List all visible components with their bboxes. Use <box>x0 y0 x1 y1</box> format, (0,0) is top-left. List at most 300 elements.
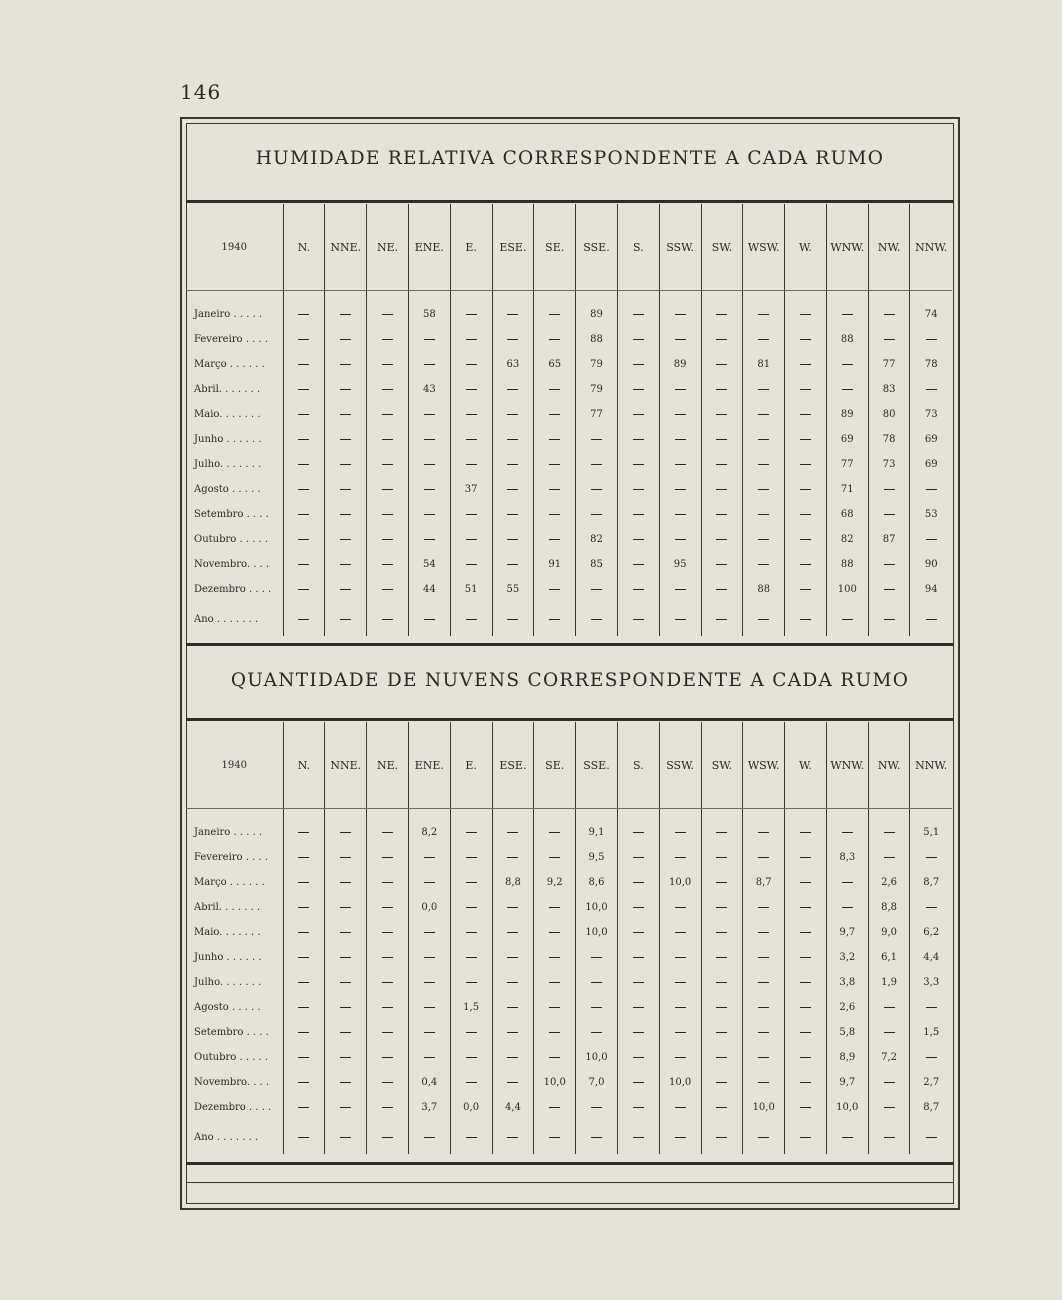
data-cell: 5,1 <box>910 820 952 845</box>
dash-mark <box>800 1107 811 1108</box>
dash-mark <box>800 619 811 620</box>
data-cell <box>325 1095 367 1120</box>
data-cell <box>659 970 701 995</box>
data-cell <box>910 1045 952 1070</box>
year-header: 1940 <box>186 204 283 291</box>
dash-mark <box>800 414 811 415</box>
data-cell <box>868 577 910 602</box>
month-label: Maio. . . . . . . <box>194 409 261 420</box>
dash-mark <box>633 589 644 590</box>
data-cell <box>659 1020 701 1045</box>
dash-mark <box>466 514 477 515</box>
data-cell <box>283 527 325 552</box>
data-cell <box>701 427 743 452</box>
data-cell <box>367 352 409 377</box>
data-cell <box>534 1120 576 1154</box>
data-cell <box>408 1020 450 1045</box>
data-cell <box>450 945 492 970</box>
data-cell <box>492 327 534 352</box>
data-cell: 8,6 <box>576 870 618 895</box>
dash-mark <box>424 932 435 933</box>
data-cell <box>701 995 743 1020</box>
dash-mark <box>675 1057 686 1058</box>
dash-mark <box>591 439 602 440</box>
data-cell <box>492 477 534 502</box>
dash-mark <box>716 439 727 440</box>
data-cell <box>367 945 409 970</box>
dash-mark <box>549 439 560 440</box>
data-cell <box>576 602 618 636</box>
data-cell <box>283 895 325 920</box>
dash-mark <box>549 907 560 908</box>
dash-mark <box>382 882 393 883</box>
dash-mark <box>716 539 727 540</box>
data-cell <box>701 452 743 477</box>
data-cell <box>408 870 450 895</box>
dash-mark <box>298 589 309 590</box>
dash-mark <box>591 1007 602 1008</box>
direction-header: W. <box>785 204 827 291</box>
dash-mark <box>382 339 393 340</box>
month-label: Maio. . . . . . . <box>194 927 261 938</box>
dash-mark <box>800 1137 811 1138</box>
data-cell <box>910 377 952 402</box>
dash-mark <box>340 907 351 908</box>
data-cell <box>868 845 910 870</box>
data-cell <box>492 845 534 870</box>
data-cell <box>283 845 325 870</box>
dash-mark <box>884 514 895 515</box>
dash-mark <box>382 1082 393 1083</box>
dash-mark <box>800 1032 811 1033</box>
dash-mark <box>884 314 895 315</box>
month-label: Fevereiro . . . . <box>194 334 269 345</box>
direction-header: NW. <box>868 204 910 291</box>
data-cell: 94 <box>910 577 952 602</box>
data-cell <box>701 1070 743 1095</box>
dash-mark <box>591 1107 602 1108</box>
data-cell: 51 <box>450 577 492 602</box>
dash-mark <box>716 314 727 315</box>
direction-header: SW. <box>701 722 743 809</box>
dash-mark <box>424 489 435 490</box>
data-cell <box>283 1045 325 1070</box>
dash-mark <box>549 314 560 315</box>
dash-mark <box>758 389 769 390</box>
data-cell <box>617 552 659 577</box>
dash-mark <box>382 589 393 590</box>
month-label: Abril. . . . . . . <box>194 384 261 395</box>
data-cell <box>785 477 827 502</box>
data-cell <box>283 1120 325 1154</box>
data-cell <box>450 302 492 327</box>
dash-mark <box>340 389 351 390</box>
data-cell <box>534 502 576 527</box>
dash-mark <box>549 589 560 590</box>
data-cell: 53 <box>910 502 952 527</box>
data-cell <box>785 1120 827 1154</box>
dash-mark <box>884 339 895 340</box>
dash-mark <box>298 539 309 540</box>
dash-mark <box>716 1082 727 1083</box>
data-cell <box>367 477 409 502</box>
data-cell <box>283 552 325 577</box>
data-cell <box>743 552 785 577</box>
data-cell: 8,7 <box>910 870 952 895</box>
dash-mark <box>716 464 727 465</box>
data-cell <box>785 870 827 895</box>
data-cell <box>283 1095 325 1120</box>
data-cell: 10,0 <box>576 895 618 920</box>
data-cell: 3,8 <box>826 970 868 995</box>
data-cell <box>450 895 492 920</box>
dash-mark <box>424 364 435 365</box>
dash-mark <box>633 389 644 390</box>
data-cell: 82 <box>826 527 868 552</box>
data-cell: 6,1 <box>868 945 910 970</box>
dash-mark <box>591 619 602 620</box>
dash-mark <box>507 489 518 490</box>
dash-mark <box>382 857 393 858</box>
data-cell <box>534 995 576 1020</box>
dash-mark <box>800 364 811 365</box>
data-cell <box>325 577 367 602</box>
data-cell: 79 <box>576 352 618 377</box>
data-cell <box>534 302 576 327</box>
direction-header: WSW. <box>743 204 785 291</box>
dash-mark <box>507 1057 518 1058</box>
dash-mark <box>298 314 309 315</box>
data-cell <box>283 577 325 602</box>
dash-mark <box>926 857 937 858</box>
dash-mark <box>633 982 644 983</box>
dash-mark <box>800 314 811 315</box>
data-cell: 88 <box>826 327 868 352</box>
data-cell <box>576 1020 618 1045</box>
dash-mark <box>758 857 769 858</box>
data-cell <box>826 377 868 402</box>
dash-mark <box>507 957 518 958</box>
table-row <box>186 302 952 327</box>
data-cell <box>283 970 325 995</box>
data-cell: 7,0 <box>576 1070 618 1095</box>
data-cell <box>785 427 827 452</box>
data-cell: 79 <box>576 377 618 402</box>
dash-mark <box>884 619 895 620</box>
data-cell <box>408 327 450 352</box>
dash-mark <box>675 464 686 465</box>
dash-mark <box>926 1137 937 1138</box>
direction-header: S. <box>617 722 659 809</box>
data-cell <box>367 1120 409 1154</box>
data-cell: 71 <box>826 477 868 502</box>
data-cell: 2,7 <box>910 1070 952 1095</box>
dash-mark <box>633 1007 644 1008</box>
dash-mark <box>549 957 560 958</box>
data-cell <box>534 945 576 970</box>
direction-header: WNW. <box>826 722 868 809</box>
data-cell: 63 <box>492 352 534 377</box>
direction-header: SSW. <box>659 722 701 809</box>
data-cell <box>743 1120 785 1154</box>
dash-mark <box>716 932 727 933</box>
dash-mark <box>633 619 644 620</box>
dash-mark <box>633 957 644 958</box>
dash-mark <box>466 907 477 908</box>
dash-mark <box>800 1082 811 1083</box>
data-cell <box>450 402 492 427</box>
data-cell <box>659 502 701 527</box>
data-cell <box>576 1120 618 1154</box>
dash-mark <box>716 619 727 620</box>
data-cell <box>283 602 325 636</box>
dash-mark <box>800 882 811 883</box>
data-cell: 88 <box>576 327 618 352</box>
data-cell <box>701 870 743 895</box>
dash-mark <box>549 1032 560 1033</box>
direction-header: SSE. <box>576 204 618 291</box>
data-cell <box>492 302 534 327</box>
dash-mark <box>842 314 853 315</box>
data-cell <box>826 895 868 920</box>
dash-mark <box>591 489 602 490</box>
data-cell: 69 <box>910 452 952 477</box>
direction-header: SE. <box>534 204 576 291</box>
dash-mark <box>424 1032 435 1033</box>
dash-mark <box>382 932 393 933</box>
dash-mark <box>549 1057 560 1058</box>
dash-mark <box>675 389 686 390</box>
data-cell <box>785 1095 827 1120</box>
data-cell <box>910 327 952 352</box>
data-cell <box>617 427 659 452</box>
dash-mark <box>340 314 351 315</box>
dash-mark <box>466 882 477 883</box>
data-cell <box>534 602 576 636</box>
data-cell <box>408 845 450 870</box>
dash-mark <box>926 1007 937 1008</box>
dash-mark <box>633 539 644 540</box>
dash-mark <box>842 1137 853 1138</box>
data-cell <box>450 1045 492 1070</box>
data-cell <box>534 1095 576 1120</box>
direction-header: ENE. <box>408 722 450 809</box>
month-label: Dezembro . . . . <box>194 584 272 595</box>
dash-mark <box>298 364 309 365</box>
dash-mark <box>340 564 351 565</box>
dash-mark <box>424 414 435 415</box>
dash-mark <box>382 564 393 565</box>
data-cell <box>492 970 534 995</box>
dash-mark <box>758 932 769 933</box>
data-cell <box>785 502 827 527</box>
direction-header: E. <box>450 722 492 809</box>
dash-mark <box>675 514 686 515</box>
dash-mark <box>340 832 351 833</box>
dash-mark <box>675 1137 686 1138</box>
data-cell: 9,1 <box>576 820 618 845</box>
dash-mark <box>340 882 351 883</box>
data-cell: 4,4 <box>492 1095 534 1120</box>
dash-mark <box>675 1007 686 1008</box>
data-cell <box>785 377 827 402</box>
data-cell <box>785 302 827 327</box>
table-row <box>186 870 952 895</box>
data-cell <box>450 502 492 527</box>
table-row <box>186 527 952 552</box>
data-cell <box>868 1020 910 1045</box>
dash-mark <box>884 1137 895 1138</box>
data-cell <box>743 477 785 502</box>
dash-mark <box>507 907 518 908</box>
dash-mark <box>675 832 686 833</box>
direction-header: E. <box>450 204 492 291</box>
data-cell <box>367 602 409 636</box>
data-cell: 83 <box>868 377 910 402</box>
dash-mark <box>633 1057 644 1058</box>
data-cell: 2,6 <box>826 995 868 1020</box>
data-cell: 85 <box>576 552 618 577</box>
data-cell <box>283 352 325 377</box>
dash-mark <box>675 539 686 540</box>
dash-mark <box>382 619 393 620</box>
header-row <box>186 722 952 809</box>
data-cell <box>617 327 659 352</box>
dash-mark <box>716 1107 727 1108</box>
data-cell <box>492 1045 534 1070</box>
month-label: Agosto . . . . . <box>194 1002 261 1013</box>
month-label: Julho. . . . . . . <box>194 977 262 988</box>
data-cell <box>868 995 910 1020</box>
data-cell <box>576 995 618 1020</box>
data-cell: 3,3 <box>910 970 952 995</box>
data-cell <box>325 970 367 995</box>
table-row <box>186 845 952 870</box>
dash-mark <box>716 1137 727 1138</box>
data-cell: 1,5 <box>910 1020 952 1045</box>
table-row <box>186 945 952 970</box>
data-cell <box>367 427 409 452</box>
dash-mark <box>549 514 560 515</box>
humidity-title-rule <box>186 200 954 203</box>
table-row <box>186 477 952 502</box>
data-cell <box>785 452 827 477</box>
data-cell <box>325 895 367 920</box>
data-cell: 0,4 <box>408 1070 450 1095</box>
dash-mark <box>633 489 644 490</box>
data-cell <box>743 820 785 845</box>
dash-mark <box>507 539 518 540</box>
month-label: Fevereiro . . . . <box>194 852 269 863</box>
direction-header: SE. <box>534 722 576 809</box>
data-cell <box>701 845 743 870</box>
data-cell <box>617 477 659 502</box>
data-cell <box>785 920 827 945</box>
year-header: 1940 <box>186 722 283 809</box>
data-cell <box>325 352 367 377</box>
dash-mark <box>591 1032 602 1033</box>
dash-mark <box>716 982 727 983</box>
dash-mark <box>298 489 309 490</box>
data-cell <box>659 302 701 327</box>
clouds-title: QUANTIDADE DE NUVENS CORRESPONDENTE A CADA RUMO <box>230 670 910 691</box>
data-cell <box>534 920 576 945</box>
data-cell <box>534 527 576 552</box>
direction-header: NNE. <box>325 722 367 809</box>
data-cell: 1,9 <box>868 970 910 995</box>
dash-mark <box>382 464 393 465</box>
dash-mark <box>633 857 644 858</box>
dash-mark <box>466 439 477 440</box>
data-cell <box>659 1095 701 1120</box>
data-cell <box>534 970 576 995</box>
month-label: Julho. . . . . . . <box>194 459 262 470</box>
table-row <box>186 1020 952 1045</box>
data-cell <box>367 502 409 527</box>
dash-mark <box>800 857 811 858</box>
direction-header: NNW. <box>910 204 952 291</box>
dash-mark <box>633 564 644 565</box>
dash-mark <box>340 439 351 440</box>
data-cell: 58 <box>408 302 450 327</box>
data-cell <box>576 477 618 502</box>
dash-mark <box>716 364 727 365</box>
data-cell <box>367 845 409 870</box>
data-cell <box>659 995 701 1020</box>
data-cell: 100 <box>826 577 868 602</box>
data-cell: 9,0 <box>868 920 910 945</box>
data-cell <box>492 452 534 477</box>
data-cell <box>785 845 827 870</box>
dash-mark <box>424 1057 435 1058</box>
dash-mark <box>675 619 686 620</box>
dash-mark <box>926 389 937 390</box>
data-cell <box>617 302 659 327</box>
dash-mark <box>800 539 811 540</box>
data-cell <box>367 302 409 327</box>
data-cell <box>868 477 910 502</box>
dash-mark <box>340 589 351 590</box>
dash-mark <box>675 339 686 340</box>
dash-mark <box>633 1107 644 1108</box>
data-cell <box>534 1020 576 1045</box>
data-cell <box>450 1020 492 1045</box>
dash-mark <box>633 932 644 933</box>
data-cell <box>701 1095 743 1120</box>
dash-mark <box>340 364 351 365</box>
data-cell: 10,0 <box>826 1095 868 1120</box>
data-cell <box>701 945 743 970</box>
data-cell <box>617 895 659 920</box>
data-cell: 8,8 <box>492 870 534 895</box>
direction-header: W. <box>785 722 827 809</box>
data-cell <box>701 302 743 327</box>
dash-mark <box>298 932 309 933</box>
data-cell <box>408 452 450 477</box>
data-cell <box>408 970 450 995</box>
data-cell <box>743 1020 785 1045</box>
data-cell <box>785 602 827 636</box>
data-cell: 5,8 <box>826 1020 868 1045</box>
dash-mark <box>633 339 644 340</box>
direction-header: WSW. <box>743 722 785 809</box>
dash-mark <box>466 464 477 465</box>
dash-mark <box>800 832 811 833</box>
dash-mark <box>340 1057 351 1058</box>
data-cell <box>785 527 827 552</box>
direction-header: N. <box>283 204 325 291</box>
data-cell <box>367 577 409 602</box>
